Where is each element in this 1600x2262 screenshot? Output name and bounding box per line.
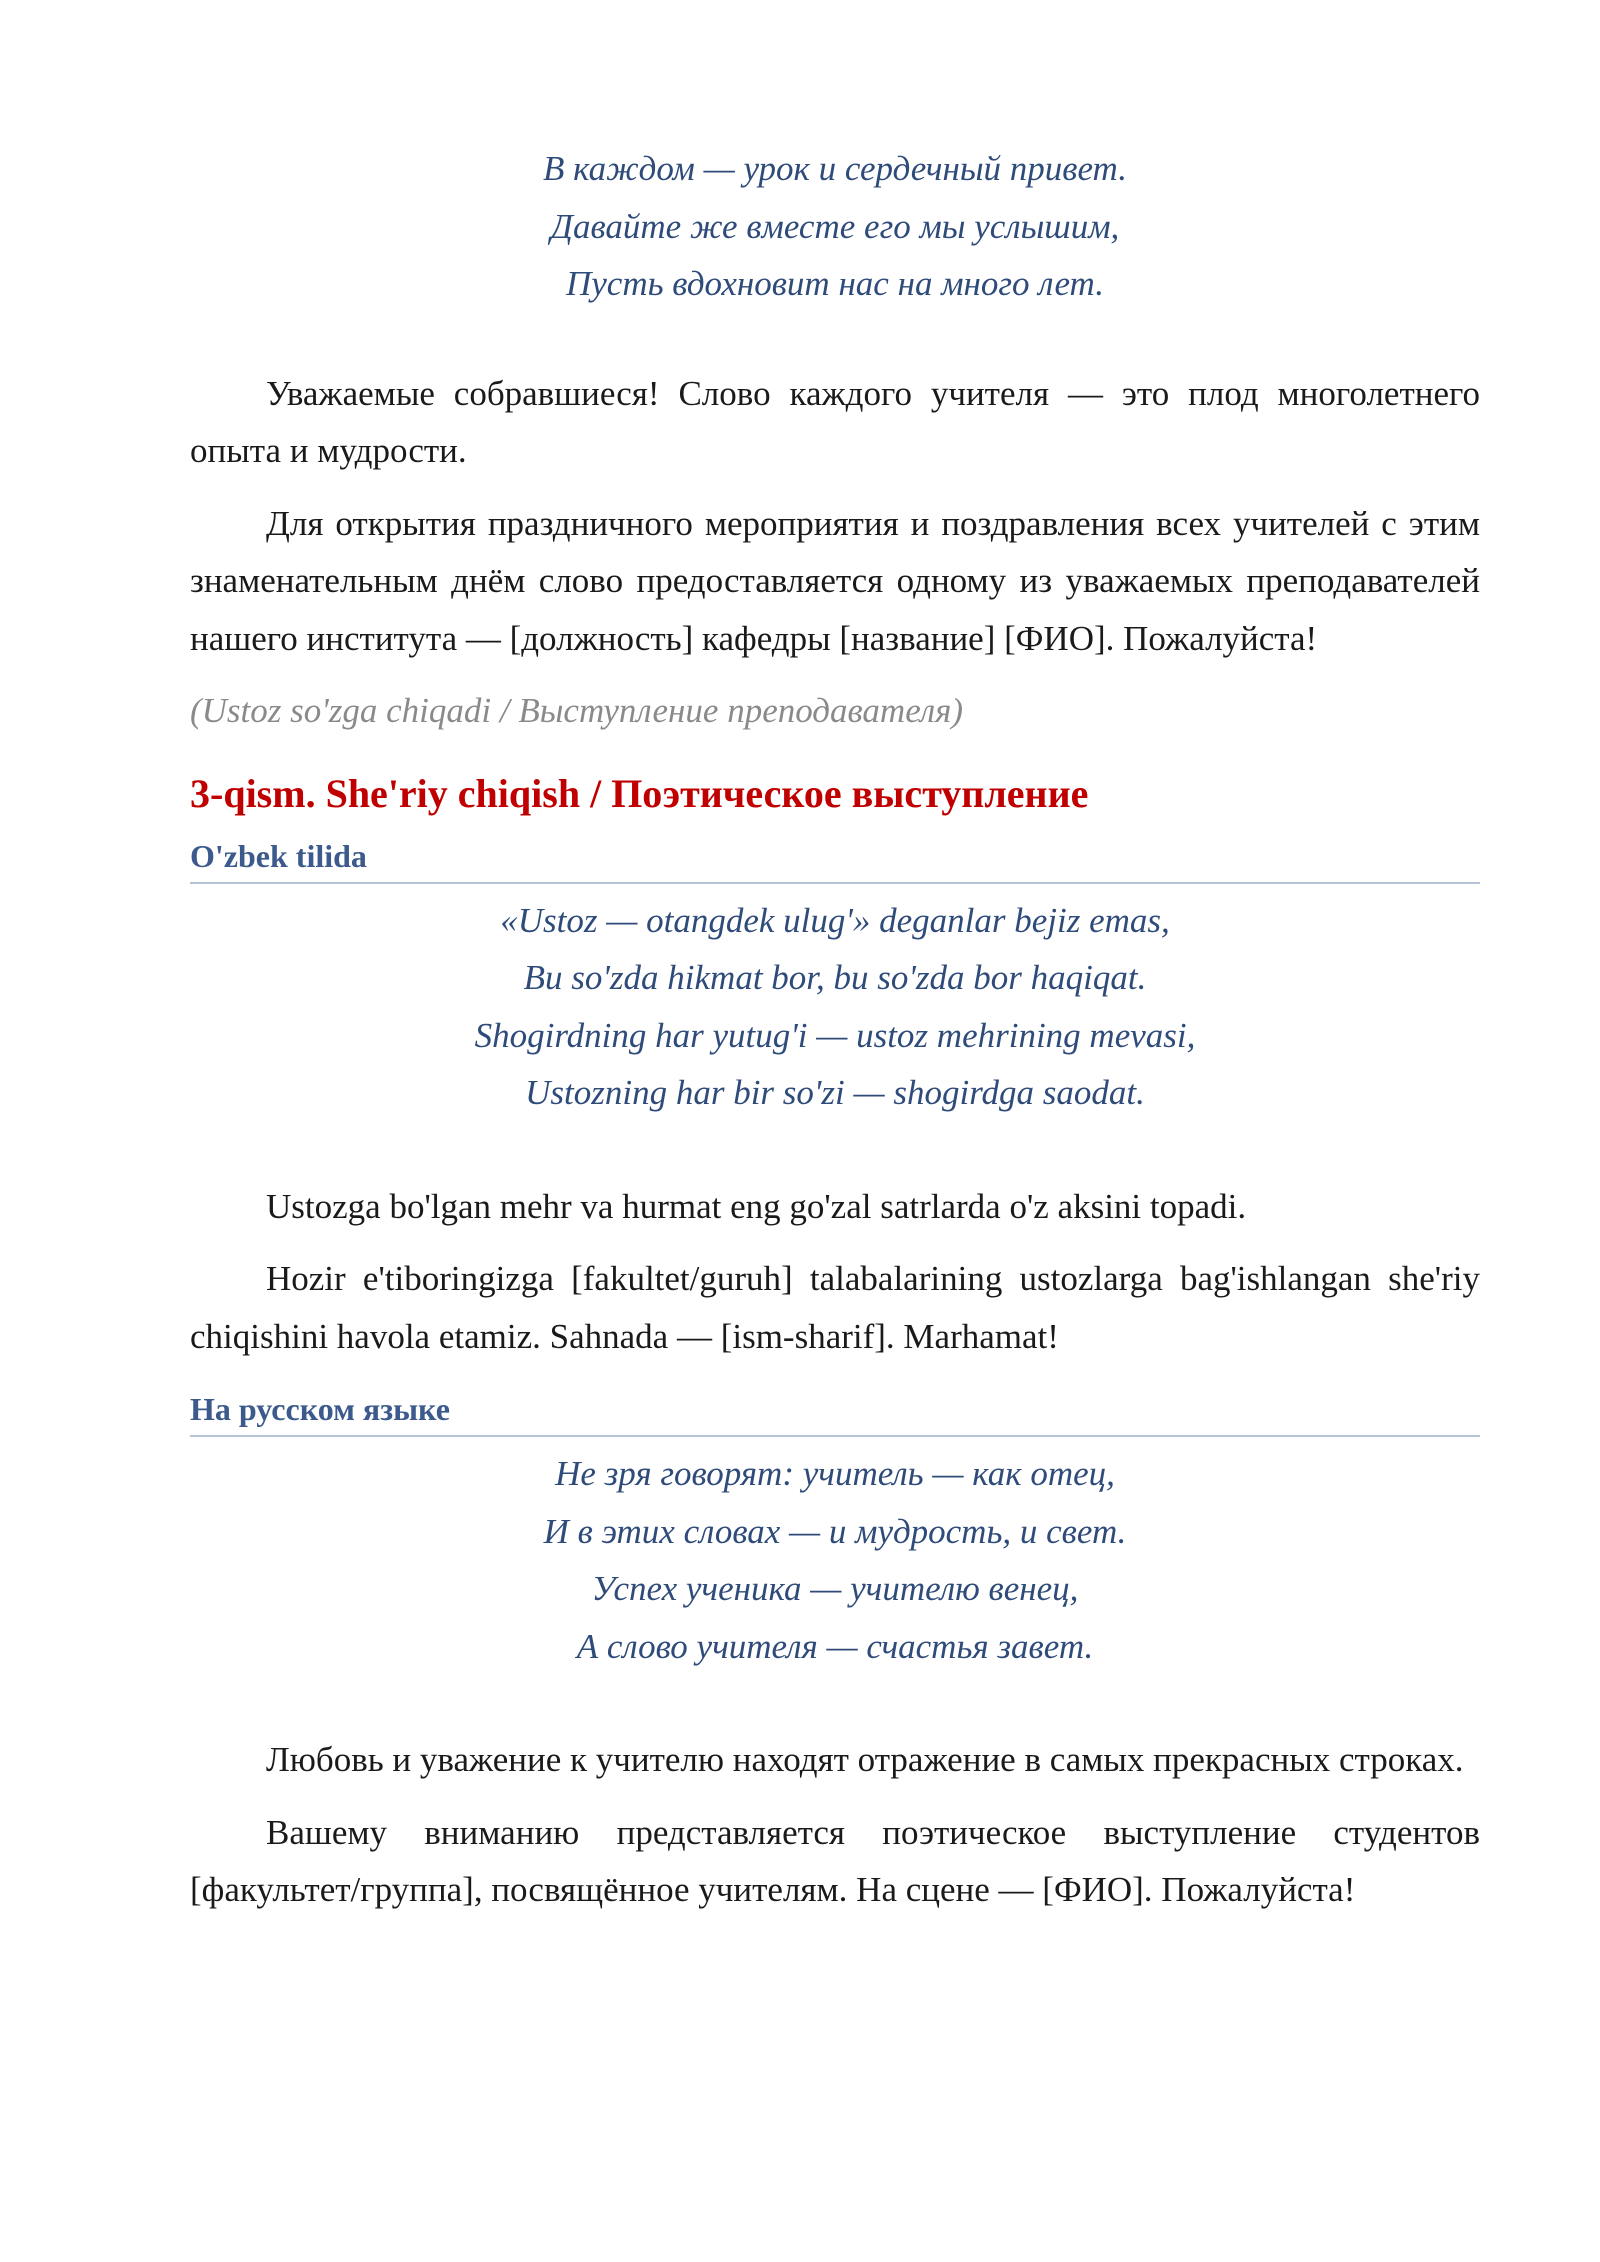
intro-paragraph-1: Уважаемые собравшиеся! Слово каждого учителя — это плод многолетнего опыта и мудрости. xyxy=(190,373,1480,470)
poem-line: Ustozning har bir so'zi — shogirdga saodat. xyxy=(525,1073,1145,1112)
poem-intro xyxy=(190,140,1480,313)
poem-line: И в этих словах — и мудрость, и свет. xyxy=(543,1511,1127,1551)
uzbek-paragraph-2: Hozir e'tiboringizga [fakultet/guruh] talabalarining ustozlarga bag'ishlangan she'riy chiqishini havola etamiz. Sahnada — [ism-sharif]. Marhamat! xyxy=(190,1259,1480,1356)
poem-line: А слово учителя — счастья завет. xyxy=(576,1626,1094,1666)
poem-line: Пусть вдохновит нас на много лет. xyxy=(566,264,1104,303)
poem-line: Shogirdning har yutug'i — ustoz mehrining mevasi, xyxy=(474,1015,1196,1055)
russian-paragraph-2: Вашему вниманию представляется поэтическое выступление студентов [факультет/группа], посвящённое учителям. На сцене — [ФИО]. Пожалуйста! xyxy=(190,1812,1480,1909)
section-title: 3-qism. She'riy chiqish / Поэтическое выступление xyxy=(190,770,1089,816)
russian-paragraph-1: Любовь и уважение к учителю находят отражение в самых прекрасных строках. xyxy=(266,1740,1464,1779)
intro-paragraph-2: Для открытия праздничного мероприятия и поздравления всех учителей с этим знаменательным днём слово предоставляется одному из уважаемых преподавателей нашего института — [должность] кафедры [название] [ФИО]. Пожалуйста! xyxy=(190,503,1480,658)
document-page xyxy=(190,140,1480,1919)
poem-russian xyxy=(190,1445,1480,1675)
poem-line: Не зря говорят: учитель — как отец, xyxy=(555,1454,1115,1493)
uzbek-paragraph-1: Ustozga bo'lgan mehr va hurmat eng go'zal satrlarda o'z aksini topadi. xyxy=(266,1186,1247,1226)
poem-line: В каждом — урок и сердечный привет. xyxy=(542,149,1128,188)
subheading-russian: На русском языке xyxy=(190,1389,1480,1437)
poem-line: Bu so'zda hikmat bor, bu so'zda bor haqiqat. xyxy=(523,958,1147,997)
poem-line: «Ustoz — otangdek ulug'» deganlar bejiz emas, xyxy=(500,900,1170,940)
poem-uzbek xyxy=(190,892,1480,1122)
subheading-uzbek: O'zbek tilida xyxy=(190,836,1480,884)
poem-line: Успех ученика — учителю венец, xyxy=(591,1569,1079,1608)
stage-direction: (Ustoz so'zga chiqadi / Выступление преподавателя) xyxy=(190,691,964,730)
poem-line: Давайте же вместе его мы услышим, xyxy=(550,206,1120,246)
